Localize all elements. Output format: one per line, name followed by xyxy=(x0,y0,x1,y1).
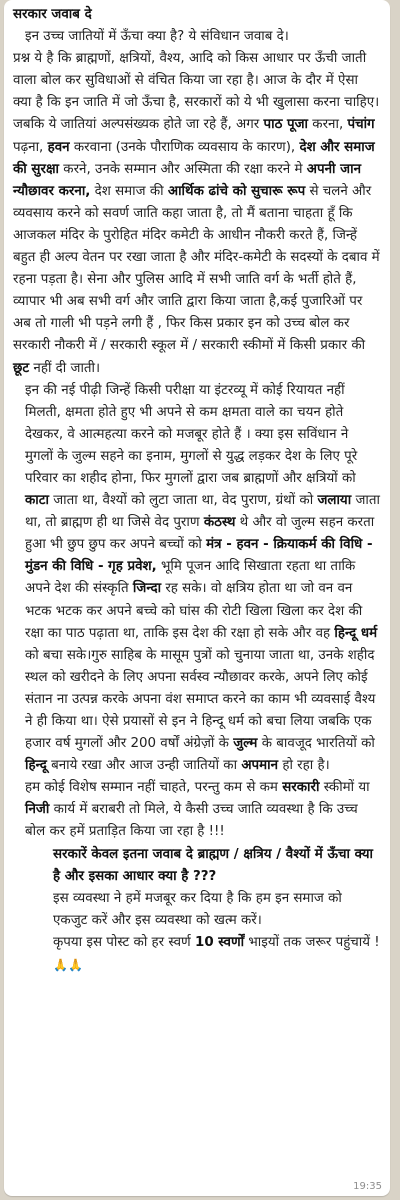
message-text xyxy=(13,4,380,977)
message-timestamp: 19:35 xyxy=(353,1181,382,1192)
message-title: सरकार जवाब दे xyxy=(13,7,92,22)
message-bubble[interactable] xyxy=(4,0,390,1196)
paragraph-4: सरकारें केवल इतना जवाब दे ब्राह्मण / क्षत्रिय / वैश्यों में ऊँचा क्या है और इसका आधार क्या है ??? xyxy=(53,846,374,884)
message-intro: इन उच्च जातियों में ऊँचा क्या है? ये संविधान जवाब दे। xyxy=(25,29,289,45)
paragraph-5: इस व्यवस्था ने हमें मजबूर कर दिया है कि हम इन समाज को एकजुट करें और इस व्यवस्था को खत्म करें। xyxy=(53,890,342,928)
paragraph-3: हम कोई विशेष सम्मान नहीं चाहते, परन्तु कम से कम सरकारी स्कीमों या निजी कार्य में बराबरी तो मिले, ये कैसी उच्च जाति व्यवस्था है कि उच्च बोल कर हमें प्रताड़ित किया जा रहा है !!! xyxy=(25,780,370,840)
paragraph-6: कृपया इस पोस्ट को हर स्वर्ण 10 स्वर्णों भाइयों तक जरूर पहुंचायें ! 🙏🙏 xyxy=(53,934,380,973)
folded-hands-icon: 🙏🙏 xyxy=(53,958,83,973)
paragraph-1: प्रश्न ये है कि ब्राह्मणों, क्षत्रियों, वैश्य, आदि को किस आधार पर ऊँची जाती वाला बोल कर सुविधाओं से वंचित किया जा रहा है। आज के दौर में ऐसा क्या है कि इन जाति में जो ऊँचा है, सरकारों को ये भी खुलासा करना चाहिए। जबकि ये जातियां अल्पसंख्यक होते जा रहे हैं, अगर पाठ पूजा करना, पंचांग पढ़ना, हवन करवाना (उनके पौराणिक व्यवसाय के कारण), देश और समाज की सुरक्षा करने, उनके सम्मान और अस्मिता की रक्षा करने मे अपनी जान न्यौछावर करना, देश समाज की आर्थिक ढांचे को सुचारू रूप से चलने और व्यवसाय करने को सवर्ण जाति कहा जाता है, तो मैं बताना चाहता हूँ कि आजकल मंदिर के पुरोहित मंदिर कमेटी के आधीन नौकरी करते हैं, जिन्हें बहुत ही अल्प वेतन पर रखा जाता है और मंदिर-कमेटी के सदस्यों के दबाव में रहना पड़ता है। सेना और पुलिस आदि में सभी जाति वर्ग के भर्ती होते हैं, व्यापार भी अब सभी वर्ग और जाति द्वारा किया जाता है,कई पुजारिओं पर अब तो गाली भी पड़ने लगी हैं , फिर किस प्रकार इन को उच्च बोल कर सरकारी नौकरी में / सरकारी स्कूल में / सरकारी स्कीमों में किसी प्रकार की छूट नहीं दी जाती। xyxy=(13,51,380,376)
paragraph-2: इन की नई पीढ़ी जिन्हें किसी परीक्षा या इंटरव्यू में कोई रियायत नहीं मिलती, क्षमता होते हुए भी अपने से कम क्षमता वाले का चयन होते देखकर, वे आत्महत्या करने को मजबूर होते हैं । क्या इस सविंधान ने मुगलों के जुल्म सहने का इनाम, मुगलों से युद्ध लड़कर देश के लिए पूरे परिवार का शहीद होना, फिर मुगलों द्वारा जब ब्राह्मणों और क्षत्रियों को काटा जाता था, वैश्यों को लुटा जाता था, वेद पुराण, ग्रंथों को जलाया जाता था, तो ब्राह्मण ही था जिसे वेद पुराण कंठस्थ थे और वो जुल्म सहन करता हुआ भी छुप छुप कर अपने बच्चों को मंत्र - हवन - क्रियाकर्म की विधि - मुंडन की विधि - गृह प्रवेश, भूमि पूजन आदि सिखाता रहता था ताकि अपने देश की संस्कृति जिन्दा रह सके। वो क्षत्रिय होता था जो वन वन भटक भटक कर अपने बच्चे को घांस की रोटी खिला खिला कर देश की रक्षा का पाठ पढ़ाता था, ताकि इस देश की रक्षा हो सके और वह हिन्दू धर्म को बचा सके।गुरु साहिब के मासूम पुत्रों को चुनाया जाता था, उनके शहीद स्थल को खरीदने के लिए अपना सर्वस्व न्यौछावर करके, अपने लिए कोई संतान ना उत्पन्न करके अपना वंश समाप्त करने का काम भी व्यवसाई वैश्य ने ही किया था। ऐसे प्रयासों से इन ने हिन्दू धर्म को बचा लिया जबकि एक हजार वर्ष मुगलों और 200 वर्षों अंग्रेज़ों के जुल्म के बावजूद भारतियों को हिन्दू बनाये रखा और आज उन्ही जातियों का अपमान हो रहा है। xyxy=(25,382,380,774)
